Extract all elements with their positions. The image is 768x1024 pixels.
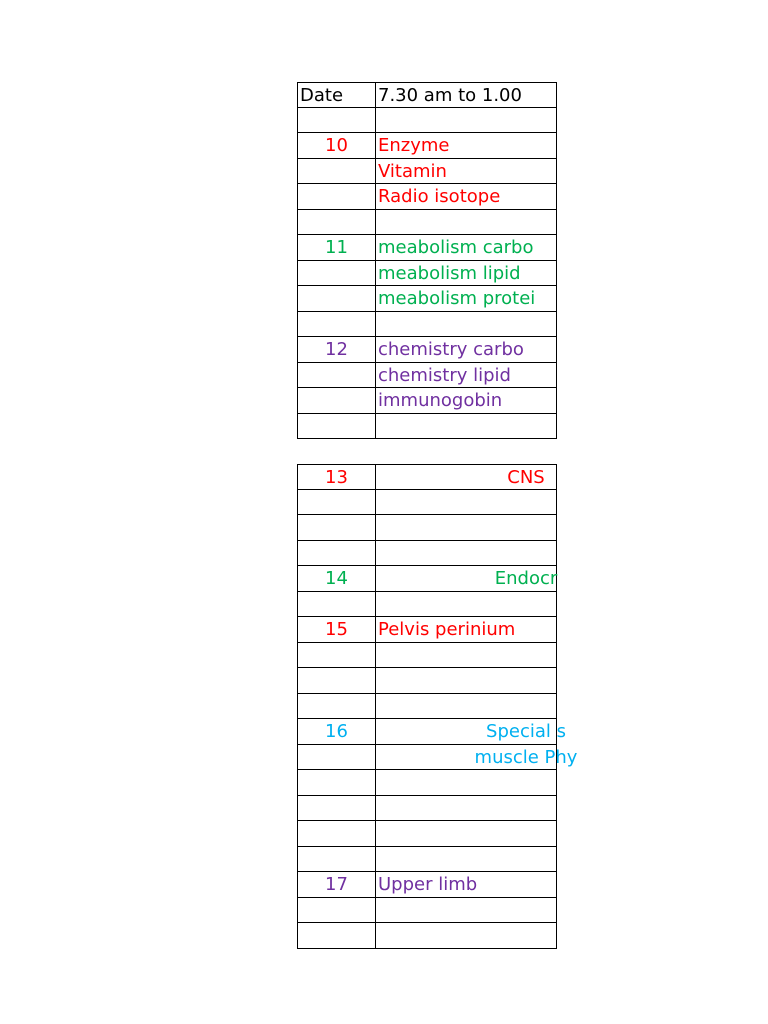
table-row (297, 694, 557, 720)
topic-cell[interactable]: Pelvis perinium (375, 617, 557, 643)
date-cell[interactable] (297, 515, 375, 541)
table-row (297, 388, 557, 414)
date-cell[interactable]: 14 (297, 566, 375, 592)
date-cell[interactable] (297, 490, 375, 516)
topic-cell[interactable] (375, 694, 557, 720)
table-row (297, 337, 557, 363)
date-cell[interactable] (297, 668, 375, 694)
topic-cell[interactable] (375, 745, 578, 771)
topic-cell[interactable] (375, 490, 557, 516)
header-time-cell[interactable]: 7.30 am to 1.00 (375, 82, 557, 108)
date-cell[interactable] (297, 261, 375, 287)
topic-cell[interactable] (375, 515, 557, 541)
date-cell[interactable] (297, 108, 375, 134)
date-cell[interactable]: 13 (297, 464, 375, 490)
topic-cell[interactable] (375, 821, 557, 847)
date-cell[interactable] (297, 745, 375, 771)
table-row (297, 363, 557, 389)
table-row (297, 490, 557, 516)
table-row (297, 770, 557, 796)
topic-cell[interactable]: chemistry carbo (375, 337, 557, 363)
date-cell[interactable] (297, 210, 375, 236)
table-row (297, 847, 557, 873)
table-row (297, 592, 557, 618)
header-date-cell[interactable]: Date (297, 82, 375, 108)
table-row (297, 184, 557, 210)
topic-cell[interactable] (375, 643, 557, 669)
date-cell[interactable] (297, 286, 375, 312)
topic-cell[interactable] (375, 923, 557, 949)
date-cell[interactable] (297, 363, 375, 389)
table-row (297, 668, 557, 694)
topic-cell[interactable] (375, 464, 557, 490)
table-row (297, 617, 557, 643)
topic-cell[interactable]: Upper limb (375, 872, 557, 898)
table-row (297, 515, 557, 541)
date-cell[interactable] (297, 821, 375, 847)
table-row (297, 261, 557, 287)
header-row (297, 82, 557, 108)
schedule-table-top (297, 82, 557, 439)
table-row (297, 745, 578, 771)
date-cell[interactable] (297, 592, 375, 618)
table-row (297, 286, 557, 312)
table-row (297, 108, 557, 134)
topic-label: muscle Phy (474, 746, 578, 768)
topic-label: CNS (507, 467, 545, 488)
date-cell[interactable]: 10 (297, 133, 375, 159)
topic-cell[interactable] (375, 668, 557, 694)
table-row (297, 414, 557, 440)
table-row (297, 796, 557, 822)
table-row (297, 464, 557, 490)
topic-cell[interactable] (375, 770, 557, 796)
table-row (297, 872, 557, 898)
topic-cell[interactable] (375, 898, 557, 924)
table-row (297, 821, 557, 847)
topic-label: Endocr (494, 568, 558, 589)
table-row (297, 566, 557, 592)
date-cell[interactable] (297, 541, 375, 567)
date-cell[interactable] (297, 388, 375, 414)
topic-cell[interactable] (375, 541, 557, 567)
date-cell[interactable] (297, 770, 375, 796)
topic-cell[interactable]: meabolism lipid (375, 261, 557, 287)
topic-cell[interactable] (375, 312, 557, 338)
topic-cell[interactable]: immunogobin (375, 388, 557, 414)
table-row (297, 898, 557, 924)
date-cell[interactable]: 12 (297, 337, 375, 363)
topic-cell[interactable]: Enzyme (375, 133, 557, 159)
date-cell[interactable] (297, 847, 375, 873)
topic-cell[interactable]: chemistry lipid (375, 363, 557, 389)
table-row (297, 312, 557, 338)
table-row (297, 643, 557, 669)
topic-cell[interactable]: meabolism carbo (375, 235, 557, 261)
table-row (297, 235, 557, 261)
topic-cell[interactable] (375, 210, 557, 236)
table-row (297, 210, 557, 236)
date-cell[interactable] (297, 923, 375, 949)
table-row (297, 133, 557, 159)
topic-cell[interactable] (375, 847, 557, 873)
topic-cell[interactable]: Radio isotope (375, 184, 557, 210)
date-cell[interactable] (297, 414, 375, 440)
table-row (297, 719, 566, 745)
table-row (297, 159, 557, 185)
table-row (297, 923, 557, 949)
topic-cell[interactable] (375, 592, 557, 618)
date-cell[interactable] (297, 694, 375, 720)
date-cell[interactable] (297, 184, 375, 210)
date-cell[interactable]: 17 (297, 872, 375, 898)
date-cell[interactable] (297, 898, 375, 924)
topic-label: Special s (486, 721, 566, 742)
schedule-table-bottom (297, 464, 578, 949)
date-cell[interactable]: 15 (297, 617, 375, 643)
date-cell[interactable] (297, 312, 375, 338)
topic-cell[interactable] (375, 108, 557, 134)
date-cell[interactable] (297, 796, 375, 822)
date-cell[interactable] (297, 643, 375, 669)
topic-cell[interactable]: meabolism protei (375, 286, 557, 312)
topic-cell[interactable] (375, 796, 557, 822)
topic-cell[interactable] (375, 566, 557, 592)
topic-cell[interactable] (375, 719, 566, 745)
date-cell[interactable]: 16 (297, 719, 375, 745)
date-cell[interactable] (297, 159, 375, 185)
topic-cell[interactable]: Vitamin (375, 159, 557, 185)
table-row (297, 541, 557, 567)
date-cell[interactable]: 11 (297, 235, 375, 261)
topic-cell[interactable] (375, 414, 557, 440)
